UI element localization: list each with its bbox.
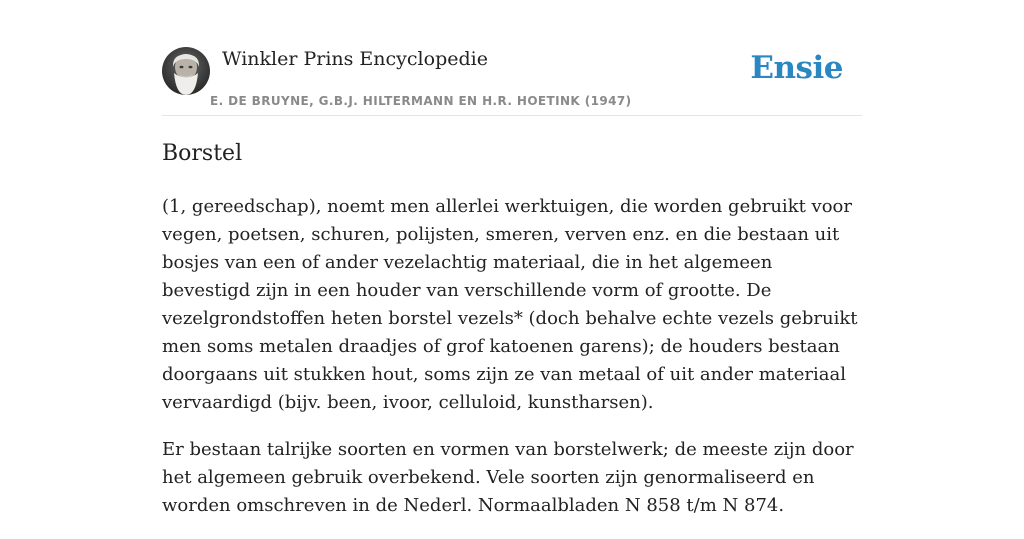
entry-body [162,193,862,539]
header-divider [162,115,862,116]
body-paragraph: (1, gereedschap), noemt men allerlei werktuigen, die worden gebruikt voor vegen, poetsen, schuren, polijsten, smeren, verven enz. en die bestaan uit bosjes van een of ander vezelachtig materiaal, die in het algemeen bevestigd zijn in een houder van verschillende vorm of grootte. De vezelgrondstoffen heten borstel vezels* (doch behalve echte vezels gebruikt men soms metalen draadjes of grof katoenen garens); de houders bestaan doorgaans uit stukken hout, soms zijn ze van metaal of uit ander materiaal vervaardigd (bijv. been, ivoor, celluloid, kunstharsen). [162,196,858,413]
body-paragraph: Er bestaan talrijke soorten en vormen van borstelwerk; de meeste zijn door het algemeen gebruik overbekend. Vele soorten zijn genormaliseerd en worden omschreven in de Nederl. Normaalbladen N 858 t/m N 874. [162,439,854,516]
source-title[interactable]: Winkler Prins Encyclopedie [222,48,488,70]
authors-line: E. DE BRUYNE, G.B.J. HILTERMANN EN H.R. HOETINK (1947) [210,94,632,108]
source-header [162,44,862,116]
ensie-logo[interactable]: Ensie [750,50,843,86]
portrait-avatar-icon[interactable] [162,47,210,95]
entry-title: Borstel [162,141,243,166]
